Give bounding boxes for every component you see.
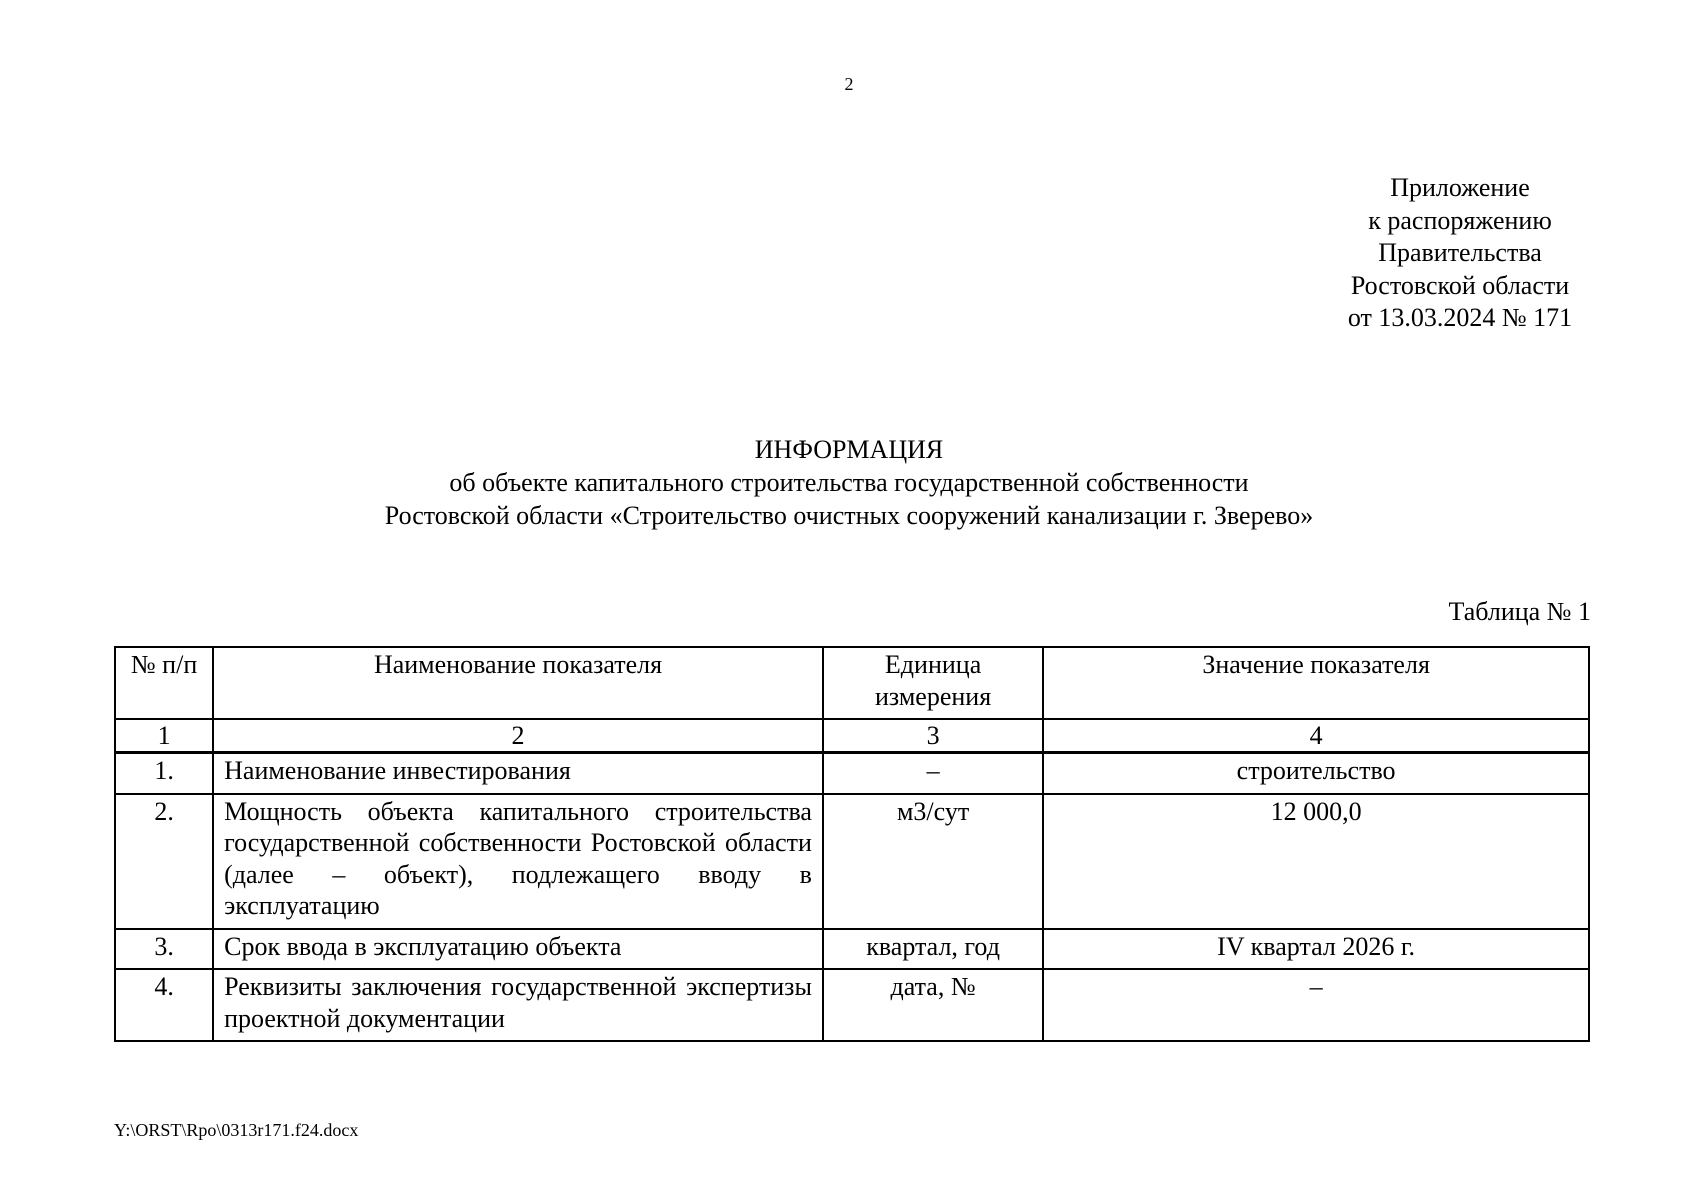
header-name: Наименование показателя <box>213 647 823 719</box>
row-name: Реквизиты заключения государственной экспертизы проектной документации <box>213 969 823 1041</box>
index-cell: 1 <box>115 719 213 753</box>
row-value: 12 000,0 <box>1043 794 1589 929</box>
table-row <box>115 969 1589 1041</box>
title-line: Ростовской области «Строительство очистных сооружений канализации г. Зверево» <box>384 501 1314 530</box>
appendix-line: к распоряжению <box>1368 205 1552 235</box>
row-unit: – <box>823 753 1043 794</box>
row-value: – <box>1043 969 1589 1041</box>
info-table <box>114 646 1590 1042</box>
table-row <box>115 794 1589 929</box>
row-num: 2. <box>115 794 213 929</box>
appendix-block <box>1180 172 1698 335</box>
table-caption: Таблица № 1 <box>1448 597 1591 626</box>
index-cell: 3 <box>823 719 1043 753</box>
table-row <box>115 753 1589 794</box>
table-row <box>115 929 1589 970</box>
page-number: 2 <box>844 74 854 94</box>
row-unit: квартал, год <box>823 929 1043 970</box>
title-line: об объекте капитального строительства государственной собственности <box>449 468 1249 497</box>
appendix-line: от 13.03.2024 № 171 <box>1347 303 1573 332</box>
header-num: № п/п <box>115 647 213 719</box>
row-value: строительство <box>1043 753 1589 794</box>
row-name: Мощность объекта капитального строительства государственной собственности Ростовской области (далее – объект), подлежащего вводу в эксплуатацию <box>213 794 823 929</box>
document-title <box>0 433 1698 532</box>
header-unit: Единица измерения <box>823 647 1043 719</box>
row-value: IV квартал 2026 г. <box>1043 929 1589 970</box>
row-num: 3. <box>115 929 213 970</box>
footer-file-path: Y:\ORST\Rpo\0313r171.f24.docx <box>114 1120 359 1140</box>
row-num: 4. <box>115 969 213 1041</box>
row-unit: м3/сут <box>823 794 1043 929</box>
appendix-line: Ростовской области <box>1350 270 1570 300</box>
header-value: Значение показателя <box>1043 647 1589 719</box>
appendix-line: Приложение <box>1390 173 1530 202</box>
appendix-line: Правительства <box>1378 238 1542 267</box>
index-cell: 2 <box>213 719 823 753</box>
row-name: Срок ввода в эксплуатацию объекта <box>213 929 823 970</box>
row-unit: дата, № <box>823 969 1043 1041</box>
title-heading: ИНФОРМАЦИЯ <box>754 435 944 464</box>
index-cell: 4 <box>1043 719 1589 753</box>
column-index-row <box>115 719 1589 753</box>
row-num: 1. <box>115 753 213 794</box>
table-header-row <box>115 647 1589 719</box>
row-name: Наименование инвестирования <box>213 753 823 794</box>
